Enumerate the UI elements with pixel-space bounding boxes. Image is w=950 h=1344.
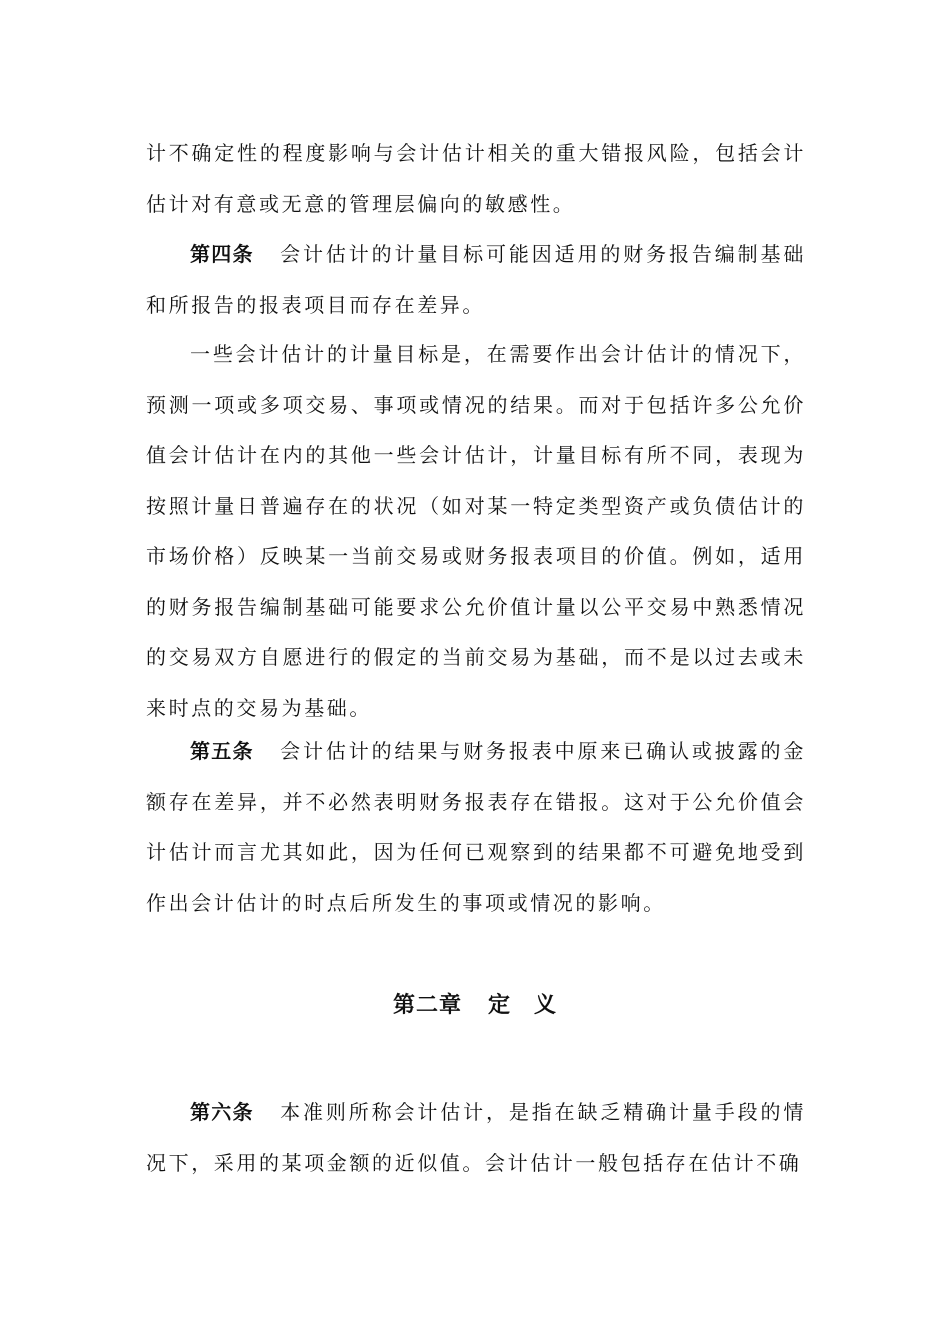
article-4 <box>146 229 806 330</box>
paragraph-measurement-goal <box>146 329 806 733</box>
paragraph-continuation <box>146 128 806 229</box>
article-label: 第四条 <box>190 242 254 266</box>
article-text: 会计估计的计量目标可能因适用的财务报告编制基础和所报告的报表项目而存在差异。 <box>146 242 807 317</box>
article-6 <box>146 1087 806 1188</box>
chapter-number: 第二章 <box>392 993 462 1018</box>
paragraph-text: 计不确定性的程度影响与会计估计相关的重大错报风险，包括会计估计对有意或无意的管理层偏向的敏感性。 <box>146 141 806 216</box>
chapter-heading <box>0 988 950 1019</box>
article-text: 会计估计的结果与财务报表中原来已确认或披露的金额存在差异，并不必然表明财务报表存在错报。这对于公允价值会计估计而言尤其如此，因为任何已观察到的结果都不可避免地受到作出会计估计的时点后所发生的事项或情况的影响。 <box>146 739 807 915</box>
article-5 <box>146 726 806 928</box>
article-label: 第五条 <box>190 739 254 763</box>
article-text: 本准则所称会计估计，是指在缺乏精确计量手段的情况下，采用的某项金额的近似值。会计估计一般包括存在估计不确 <box>146 1100 807 1175</box>
paragraph-text: 一些会计估计的计量目标是，在需要作出会计估计的情况下，预测一项或多项交易、事项或情况的结果。而对于包括许多公允价值会计估计在内的其他一些会计估计，计量目标有所不同，表现为按照计量日普遍存在的状况（如对某一特定类型资产或负债估计的市场价格）反映某一当前交易或财务报表项目的价值。例如，适用的财务报告编制基础可能要求公允价值计量以公平交易中熟悉情况的交易双方自愿进行的假定的当前交易为基础，而不是以过去或未来时点的交易为基础。 <box>146 342 806 720</box>
chapter-title: 定 义 <box>488 993 558 1018</box>
article-label: 第六条 <box>190 1100 254 1124</box>
